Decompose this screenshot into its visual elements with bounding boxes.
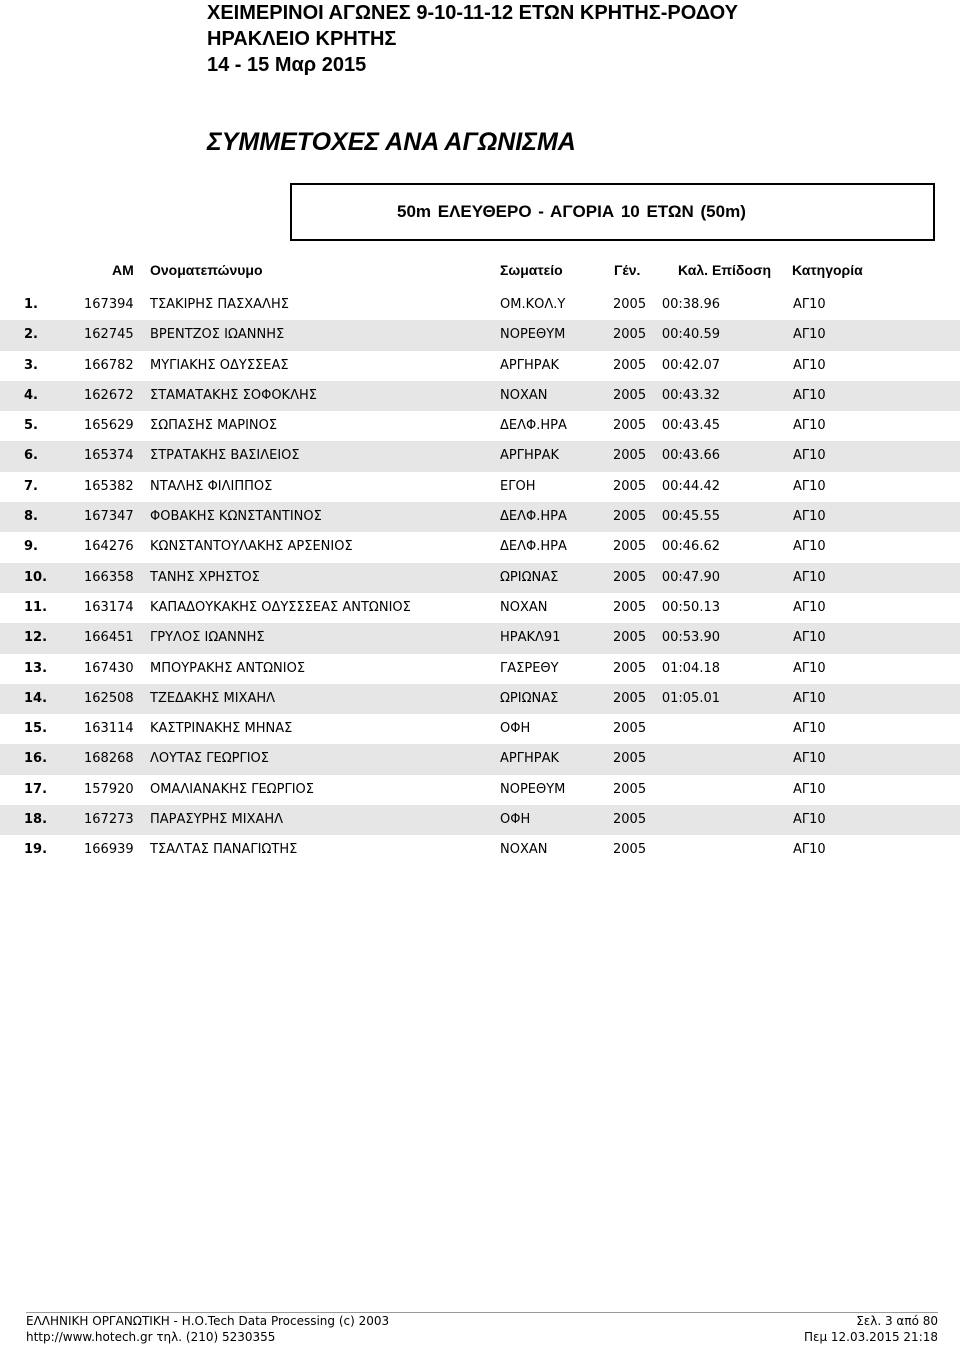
row-year: 2005 [613,812,647,828]
row-seed-time: 01:05.01 [661,690,720,706]
table-row [0,320,960,350]
row-name: ΜΥΓΙΑΚΗΣ ΟΔΥΣΣΕΑΣ [150,357,289,373]
table-row [0,654,960,684]
row-place: 7. [24,478,38,494]
row-club: ΑΡΓΗΡΑΚ [500,751,560,767]
col-seed: Καλ. Επίδοση [678,262,772,278]
entries-table [0,290,960,866]
row-club: ΝΟΡΕΘΥΜ [500,327,566,343]
column-headers [0,262,960,282]
meet-dates: 14 - 15 Μαρ 2015 [207,54,367,76]
row-place: 16. [24,751,48,767]
row-category: ΑΓ10 [793,327,826,343]
row-year: 2005 [613,418,647,434]
row-seed-time: 00:44.42 [661,478,720,494]
row-am: 167394 [84,297,134,312]
row-am: 166451 [84,630,134,646]
table-row [0,502,960,532]
row-place: 17. [24,781,48,797]
table-row [0,805,960,835]
row-club: ΩΡΙΩΝΑΣ [500,569,559,585]
row-category: ΑΓ10 [793,781,826,797]
row-category: ΑΓ10 [793,478,826,494]
row-name: ΚΑΣΤΡΙΝΑΚΗΣ ΜΗΝΑΣ [150,721,293,737]
table-row [0,472,960,502]
row-category: ΑΓ10 [793,418,826,434]
footer-print-date: Πεμ 12.03.2015 21:18 [803,1330,938,1344]
row-seed-time: 00:47.90 [661,569,720,585]
row-year: 2005 [613,781,647,797]
row-category: ΑΓ10 [793,569,826,585]
row-year: 2005 [613,387,647,403]
row-am: 162508 [84,690,134,706]
footer-page-number: Σελ. 3 από 80 [856,1314,938,1328]
row-place: 14. [24,690,48,706]
row-club: ΓΑΣΡΕΘΥ [500,660,559,676]
row-seed-time: 00:43.66 [661,448,720,464]
row-seed-time: 00:45.55 [661,509,720,525]
row-category: ΑΓ10 [793,357,826,373]
row-category: ΑΓ10 [793,842,826,858]
row-place: 1. [24,297,38,312]
row-name: ΤΣΑΛΤΑΣ ΠΑΝΑΓΙΩΤΗΣ [150,842,298,858]
row-am: 167430 [84,660,134,676]
row-name: ΜΠΟΥΡΑΚΗΣ ΑΝΤΩΝΙΟΣ [150,660,306,676]
row-place: 15. [24,721,48,737]
table-row [0,775,960,805]
row-seed-time: 00:43.32 [661,387,720,403]
row-seed-time: 00:53.90 [661,630,720,646]
row-am: 167347 [84,509,134,525]
row-place: 4. [24,387,38,403]
row-year: 2005 [613,509,647,525]
row-seed-time: 00:38.96 [661,297,720,312]
row-am: 164276 [84,539,134,555]
row-seed-time: 00:43.45 [661,418,720,434]
row-club: ΟΜ.ΚΟΛ.Υ [500,297,566,312]
row-club: ΑΡΓΗΡΑΚ [500,448,560,464]
row-club: ΔΕΛΦ.ΗΡΑ [500,539,567,555]
row-name: ΤΑΝΗΣ ΧΡΗΣΤΟΣ [150,569,260,585]
row-club: ΝΟΧΑΝ [500,387,548,403]
row-year: 2005 [613,842,647,858]
row-category: ΑΓ10 [793,721,826,737]
row-category: ΑΓ10 [793,599,826,615]
row-name: ΚΩΝΣΤΑΝΤΟΥΛΑΚΗΣ ΑΡΣΕΝΙΟΣ [150,539,353,555]
row-category: ΑΓ10 [793,751,826,767]
row-am: 166358 [84,569,134,585]
row-category: ΑΓ10 [793,297,826,312]
table-row [0,835,960,865]
row-year: 2005 [613,721,647,737]
row-am: 165382 [84,478,134,494]
table-row [0,351,960,381]
row-name: ΒΡΕΝΤΖΟΣ ΙΩΑΝΝΗΣ [150,327,285,343]
row-name: ΝΤΑΛΗΣ ΦΙΛΙΠΠΟΣ [150,478,273,494]
row-club: ΔΕΛΦ.ΗΡΑ [500,418,567,434]
row-name: ΣΩΠΑΣΗΣ ΜΑΡΙΝΟΣ [150,418,278,434]
row-year: 2005 [613,539,647,555]
row-am: 162672 [84,387,134,403]
event-box [290,183,935,241]
col-category: Κατηγορία [792,262,863,278]
row-category: ΑΓ10 [793,448,826,464]
document-title: ΣΥΜΜΕΤΟΧΕΣ ΑΝΑ ΑΓΩΝΙΣΜΑ [207,128,576,156]
row-category: ΑΓ10 [793,660,826,676]
row-club: ΗΡΑΚΛ91 [500,630,561,646]
meet-location: ΗΡΑΚΛΕΙΟ ΚΡΗΤΗΣ [207,28,397,50]
row-club: ΑΡΓΗΡΑΚ [500,357,560,373]
table-row [0,290,960,320]
row-am: 163114 [84,721,134,737]
row-place: 13. [24,660,48,676]
table-row [0,411,960,441]
row-year: 2005 [613,690,647,706]
table-row [0,623,960,653]
row-club: ΝΟΡΕΘΥΜ [500,781,566,797]
row-am: 165374 [84,448,134,464]
row-club: ΕΓΟΗ [500,478,536,494]
row-category: ΑΓ10 [793,690,826,706]
col-club: Σωματείο [500,262,563,278]
row-name: ΣΤΡΑΤΑΚΗΣ ΒΑΣΙΛΕΙΟΣ [150,448,300,464]
col-year: Γέν. [614,262,641,278]
row-am: 157920 [84,781,134,797]
row-year: 2005 [613,630,647,646]
meet-title: ΧΕΙΜΕΡΙΝΟΙ ΑΓΩΝΕΣ 9-10-11-12 ΕΤΩΝ ΚΡΗΤΗΣ-ΡΟΔΟΥ [207,2,738,24]
row-club: ΩΡΙΩΝΑΣ [500,690,559,706]
row-category: ΑΓ10 [793,387,826,403]
row-category: ΑΓ10 [793,509,826,525]
table-row [0,381,960,411]
row-name: ΣΤΑΜΑΤΑΚΗΣ ΣΟΦΟΚΛΗΣ [150,387,317,403]
row-place: 5. [24,418,38,434]
row-name: ΤΖΕΔΑΚΗΣ ΜΙΧΑΗΛ [150,690,276,706]
footer-contact: http://www.hotech.gr τηλ. (210) 5230355 [26,1330,276,1344]
row-club: ΟΦΗ [500,721,531,737]
row-name: ΚΑΠΑΔΟΥΚΑΚΗΣ ΟΔΥΣΣΣΕΑΣ ΑΝΤΩΝΙΟΣ [150,599,411,615]
row-am: 165629 [84,418,134,434]
row-place: 3. [24,357,38,373]
row-name: ΟΜΑΛΙΑΝΑΚΗΣ ΓΕΩΡΓΙΟΣ [150,781,314,797]
row-club: ΝΟΧΑΝ [500,842,548,858]
row-name: ΓΡΥΛΟΣ ΙΩΑΝΝΗΣ [150,630,265,646]
row-year: 2005 [613,660,647,676]
row-am: 167273 [84,812,134,828]
row-am: 162745 [84,327,134,343]
row-seed-time: 00:42.07 [661,357,720,373]
footer-rule [26,1312,938,1313]
row-name: ΦΟΒΑΚΗΣ ΚΩΝΣΤΑΝΤΙΝΟΣ [150,509,322,525]
row-year: 2005 [613,327,647,343]
row-place: 6. [24,448,38,464]
row-place: 12. [24,630,48,646]
table-row [0,684,960,714]
row-name: ΠΑΡΑΣΥΡΗΣ ΜΙΧΑΗΛ [150,812,284,828]
row-category: ΑΓ10 [793,539,826,555]
row-club: ΔΕΛΦ.ΗΡΑ [500,509,567,525]
row-year: 2005 [613,297,647,312]
row-year: 2005 [613,599,647,615]
row-am: 166939 [84,842,134,858]
footer-org: ΕΛΛΗΝΙΚΗ ΟΡΓΑΝΩΤΙΚΗ - Η.Ο.Tech Data Processing (c) 2003 [26,1314,390,1328]
row-place: 2. [24,327,38,343]
row-club: ΝΟΧΑΝ [500,599,548,615]
col-name: Ονοματεπώνυμο [150,262,263,278]
row-name: ΤΣΑΚΙΡΗΣ ΠΑΣΧΑΛΗΣ [150,297,289,312]
row-place: 8. [24,509,38,525]
row-year: 2005 [613,357,647,373]
row-year: 2005 [613,478,647,494]
row-place: 18. [24,812,48,828]
row-name: ΛΟΥΤΑΣ ΓΕΩΡΓΙΟΣ [150,751,269,767]
row-place: 19. [24,842,48,858]
table-row [0,593,960,623]
row-seed-time: 01:04.18 [661,660,720,676]
row-year: 2005 [613,569,647,585]
row-place: 11. [24,599,48,615]
row-club: ΟΦΗ [500,812,531,828]
row-place: 10. [24,569,48,585]
row-am: 166782 [84,357,134,373]
row-category: ΑΓ10 [793,630,826,646]
row-seed-time: 00:50.13 [661,599,720,615]
row-place: 9. [24,539,38,555]
col-am: ΑΜ [112,262,134,278]
table-row [0,744,960,774]
meet-header [207,0,738,78]
row-seed-time: 00:46.62 [661,539,720,555]
table-row [0,563,960,593]
row-seed-time: 00:40.59 [661,327,720,343]
row-year: 2005 [613,448,647,464]
row-am: 163174 [84,599,134,615]
row-am: 168268 [84,751,134,767]
table-row [0,441,960,471]
row-year: 2005 [613,751,647,767]
table-row [0,714,960,744]
row-category: ΑΓ10 [793,812,826,828]
table-row [0,532,960,562]
event-title: 50m ΕΛΕΥΘΕΡΟ - ΑΓΟΡΙΑ 10 ΕΤΩΝ (50m) [397,202,746,221]
